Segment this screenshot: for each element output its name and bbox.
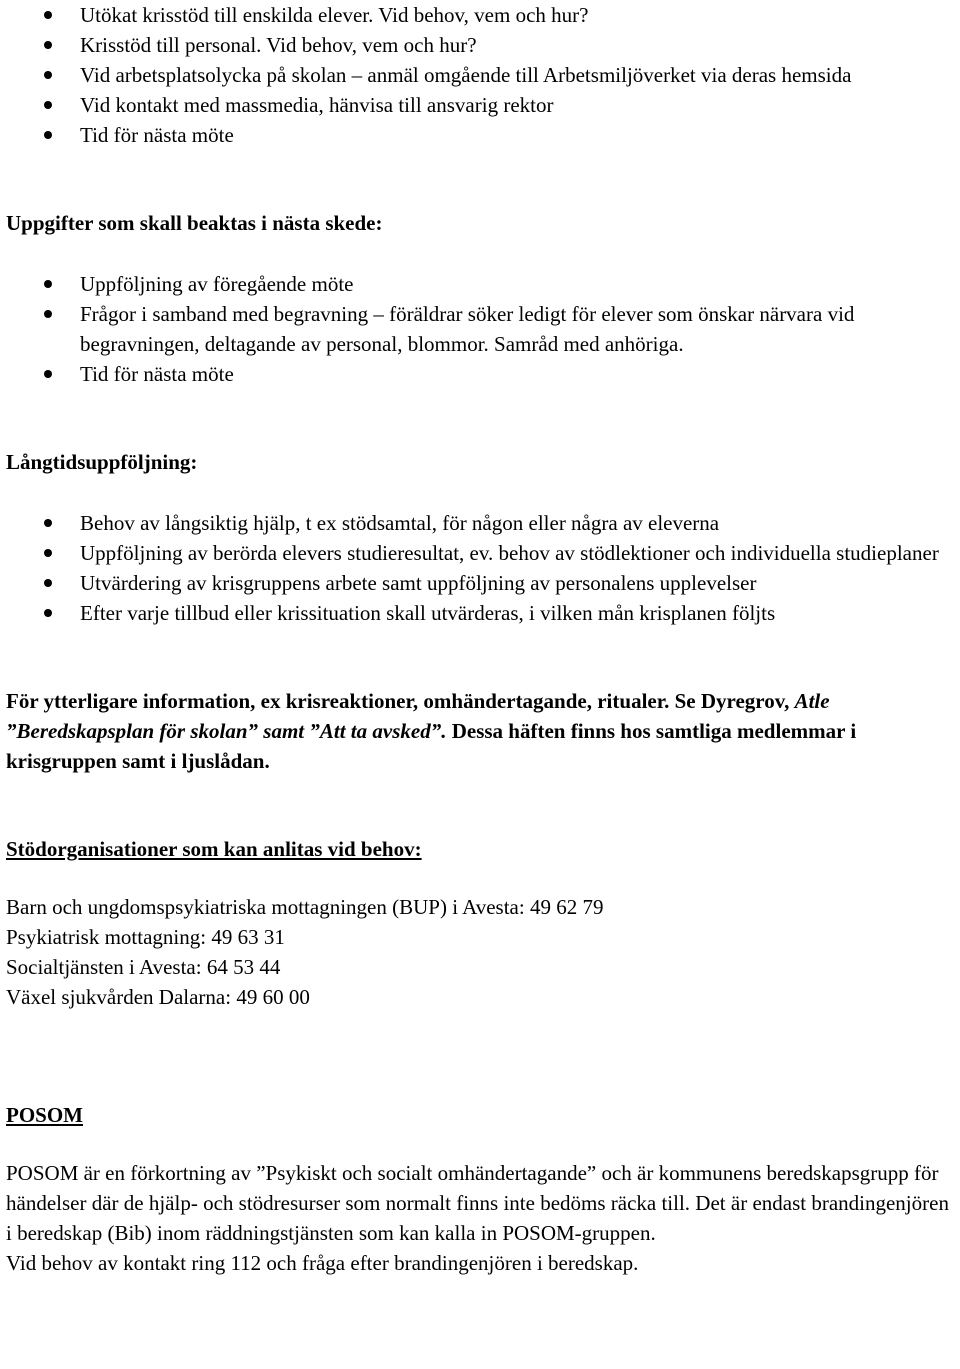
section-heading-posom: POSOM bbox=[6, 1103, 83, 1127]
list-item: Krisstöd till personal. Vid behov, vem och hur? bbox=[6, 30, 956, 60]
list-item: Efter varje tillbud eller krissituation skall utvärderas, i vilken mån krisplanen följts bbox=[6, 598, 956, 628]
info-paragraph bbox=[6, 686, 956, 776]
list-item: Tid för nästa möte bbox=[6, 120, 956, 150]
bullet-list-3 bbox=[6, 508, 956, 628]
list-item: Utvärdering av krisgruppens arbete samt uppföljning av personalens upplevelser bbox=[6, 568, 956, 598]
list-item: Vid arbetsplatsolycka på skolan – anmäl omgående till Arbetsmiljöverket via deras hemsida bbox=[6, 60, 956, 90]
contact-line: Barn och ungdomspsykiatriska mottagningen (BUP) i Avesta: 49 62 79 bbox=[6, 895, 604, 919]
list-item: Frågor i samband med begravning – föräldrar söker ledigt för elever som önskar närvara vid begravningen, deltagande av personal, blommor. Samråd med anhöriga. bbox=[6, 299, 956, 359]
section-heading-long-term: Långtidsuppföljning: bbox=[6, 450, 198, 474]
posom-paragraph: POSOM är en förkortning av ”Psykiskt och socialt omhändertagande” och är kommunens beredskapsgrupp för händelser där de hjälp- och stödresurser som normalt finns inte bedöms räcka till. Det är endast brandingenjören i beredskap (Bib) inom räddningstjänsten som kan kalla in POSOM-gruppen. bbox=[6, 1161, 949, 1245]
info-text-2: Dessa häften finns hos samtliga medlemmar i krisgruppen samt i ljuslådan. bbox=[6, 719, 857, 773]
list-item: Tid för nästa möte bbox=[6, 359, 956, 389]
contact-line: Växel sjukvården Dalarna: 49 60 00 bbox=[6, 985, 310, 1009]
support-contacts bbox=[6, 892, 956, 1012]
list-item: Behov av långsiktig hjälp, t ex stödsamtal, för någon eller några av eleverna bbox=[6, 508, 956, 538]
contact-line: Socialtjänsten i Avesta: 64 53 44 bbox=[6, 955, 281, 979]
posom-contact-line: Vid behov av kontakt ring 112 och fråga efter brandingenjören i beredskap. bbox=[6, 1251, 639, 1275]
list-item: Uppföljning av berörda elevers studieresultat, ev. behov av stödlektioner och individuella studieplaner bbox=[6, 538, 956, 568]
list-item: Utökat krisstöd till enskilda elever. Vid behov, vem och hur? bbox=[6, 0, 956, 30]
list-item: Uppföljning av föregående möte bbox=[6, 269, 956, 299]
bullet-list-2 bbox=[6, 269, 956, 389]
info-text-1: För ytterligare information, ex krisreaktioner, omhändertagande, ritualer. Se Dyregrov, bbox=[6, 689, 795, 713]
bullet-list-1 bbox=[6, 0, 956, 150]
section-heading-next-stage: Uppgifter som skall beaktas i nästa skede: bbox=[6, 211, 383, 235]
document-page bbox=[6, 0, 956, 1278]
section-heading-support: Stödorganisationer som kan anlitas vid behov: bbox=[6, 837, 422, 861]
book-titles: Atle ”Beredskapsplan för skolan” samt ”Att ta avsked”. bbox=[6, 689, 830, 743]
contact-line: Psykiatrisk mottagning: 49 63 31 bbox=[6, 925, 285, 949]
list-item: Vid kontakt med massmedia, hänvisa till ansvarig rektor bbox=[6, 90, 956, 120]
